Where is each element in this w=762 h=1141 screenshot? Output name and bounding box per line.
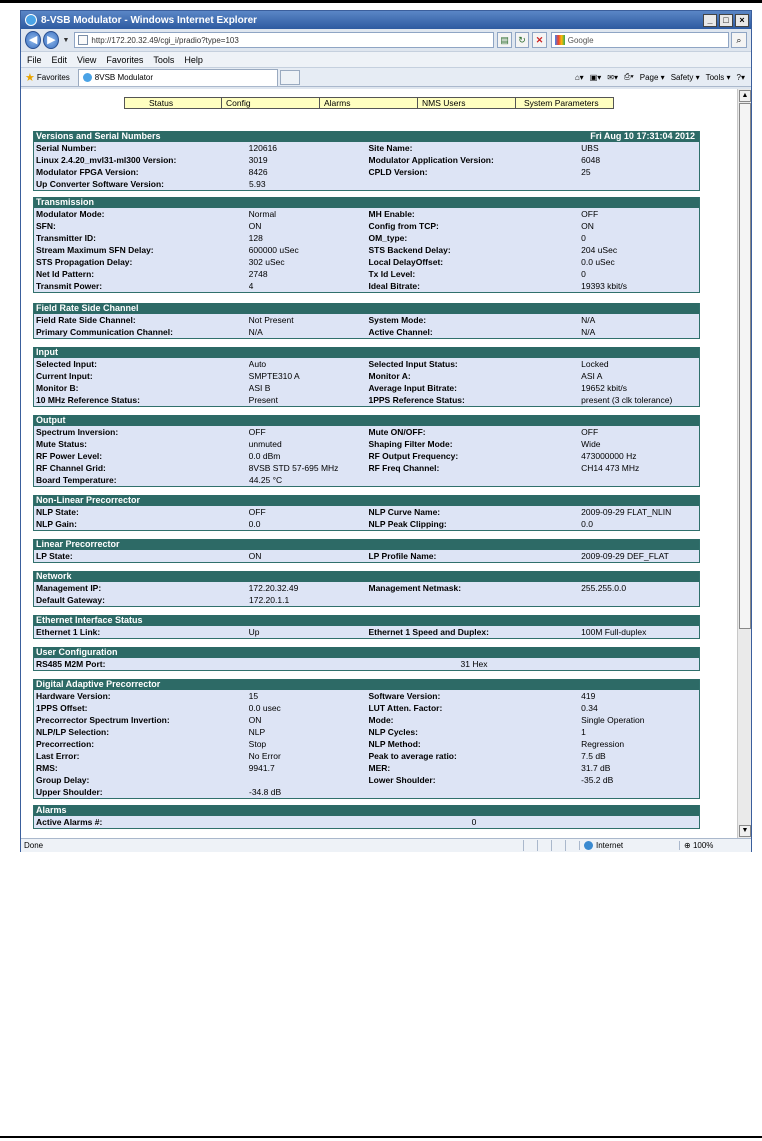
field-value: 100M Full-duplex [581,627,647,637]
table-row [34,506,699,518]
field-label: Local DelayOffset: [368,257,444,267]
field-value: N/A [248,327,263,337]
safety-menu[interactable]: Safety ▾ [670,72,700,82]
field-value: 2009-09-29 DEF_FLAT [581,551,669,561]
field-value: 2009-09-29 FLAT_NLIN [581,507,672,517]
menu-view[interactable]: View [77,54,97,65]
section-input [33,347,700,407]
table-row [34,382,699,394]
field-label: Mode: [368,715,394,725]
field-label: Site Name: [368,143,413,153]
section-header [34,615,699,626]
field-value: 0 [581,233,586,243]
field-label: LP Profile Name: [368,551,437,561]
section-title: Alarms [36,805,67,815]
mail-icon[interactable]: ✉▾ [607,72,618,82]
section-dap [33,679,700,799]
section-nlp [33,495,700,531]
field-value: ON [248,551,262,561]
scroll-thumb[interactable] [739,103,751,629]
status-divider [551,840,565,851]
table-row [34,426,699,438]
minimize-button[interactable]: _ [703,14,717,27]
table-row [34,166,699,178]
field-value: CH14 473 MHz [581,463,640,473]
field-label: NLP Method: [368,739,421,749]
field-label: Config from TCP: [368,221,439,231]
tools-menu[interactable]: Tools ▾ [705,72,731,82]
table-row [34,326,699,338]
table-row [34,518,699,530]
field-label: Spectrum Inversion: [36,427,119,437]
section-versions [33,131,700,191]
field-value: -35.2 dB [581,775,614,785]
favorites-star-icon[interactable]: ★ [25,71,35,84]
search-icon[interactable]: ⌕ [731,32,747,48]
field-value: 419 [581,691,596,701]
section-alarms [33,805,700,829]
section-title: Output [36,415,66,425]
field-label: RF Output Frequency: [368,451,459,461]
field-label: Up Converter Software Version: [36,179,165,189]
status-divider [523,840,537,851]
table-row [34,626,699,638]
page-content [21,89,737,838]
field-label: Default Gateway: [36,595,105,605]
field-label: RF Channel Grid: [36,463,106,473]
field-value: OFF [248,427,266,437]
stop-icon[interactable]: ✕ [532,32,546,48]
table-row [34,702,699,714]
field-value: Auto [248,359,267,369]
field-value: 2748 [248,269,268,279]
field-label: Modulator Mode: [36,209,105,219]
field-value: 0.0 [581,519,593,529]
field-label: Management Netmask: [368,583,462,593]
table-row [34,256,699,268]
section-title: Network [36,571,72,581]
field-value: Regression [581,739,625,749]
field-label: MER: [368,763,391,773]
field-value: 3019 [248,155,268,165]
status-bar [21,838,751,852]
table-row [34,208,699,220]
field-value: OFF [581,209,599,219]
table-row [34,370,699,382]
field-label: Active Alarms #: [36,817,103,827]
table-row [34,690,699,702]
field-value: 0.34 [581,703,598,713]
section-header [34,495,699,506]
page-menu[interactable]: Page ▾ [639,72,665,82]
menu-tools[interactable]: Tools [153,54,175,65]
nav-status[interactable]: Status [124,97,222,109]
field-label: Precorrector Spectrum Invertion: [36,715,170,725]
field-value: ON [581,221,594,231]
zoom-icon: ⊕ [684,841,691,850]
nav-nms-users[interactable]: NMS Users [418,97,516,109]
field-label: NLP/LP Selection: [36,727,110,737]
field-value: 473000000 Hz [581,451,637,461]
field-label: Tx Id Level: [368,269,416,279]
field-value: 31 Hex [460,659,488,669]
table-row [34,450,699,462]
section-header [34,415,699,426]
field-value: 44.25 °C [249,475,283,485]
field-value: -34.8 dB [249,787,282,797]
field-label: Serial Number: [36,143,97,153]
search-placeholder: Google [567,35,594,45]
field-label: Software Version: [368,691,441,701]
section-title: Non-Linear Precorrector [36,495,141,505]
tab-label: 8VSB Modulator [94,73,154,82]
history-dropdown-icon[interactable]: ▼ [62,36,70,44]
field-label: Transmitter ID: [36,233,96,243]
field-value: SMPTE310 A [248,371,300,381]
table-row [34,280,699,292]
table-row [34,268,699,280]
field-value: 6048 [581,155,601,165]
section-title: Ethernet Interface Status [36,615,143,625]
field-label: Current Input: [36,371,93,381]
close-window-button[interactable]: × [735,14,749,27]
field-label: MH Enable: [368,209,415,219]
field-label: RS485 M2M Port: [36,659,106,669]
field-value: Up [248,627,260,637]
table-row [34,394,699,406]
field-label: Management IP: [36,583,102,593]
scroll-up-icon[interactable]: ▲ [739,90,751,102]
tab-page-icon [83,73,92,82]
menu-edit[interactable]: Edit [51,54,68,65]
section-header [34,347,699,358]
table-row [34,726,699,738]
field-value: 0.0 [248,519,261,529]
section-lp [33,539,700,563]
field-label: NLP Gain: [36,519,77,529]
field-label: CPLD Version: [368,167,428,177]
table-row [34,220,699,232]
globe-icon [584,841,593,850]
favorites-label[interactable]: Favorites [36,72,70,82]
field-label: LP State: [36,551,73,561]
main-navigation [124,97,614,109]
nav-config[interactable]: Config [222,97,320,109]
url-text: http://172.20.32.49/cgi_i/pradio?type=103 [91,35,239,45]
field-value: 600000 uSec [248,245,299,255]
field-value: 8426 [248,167,268,177]
field-label: Precorrection: [36,739,95,749]
field-label: Average Input Bitrate: [368,383,457,393]
google-icon [555,35,565,45]
field-value: Normal [248,209,277,219]
field-value: unmuted [248,439,282,449]
page-icon [78,35,88,45]
table-row [34,762,699,774]
field-value: Not Present [248,315,294,325]
new-tab-button[interactable] [280,70,300,85]
section-header [34,571,699,582]
field-label: Transmit Power: [36,281,103,291]
current-datetime: Fri Aug 10 17:31:04 2012 [590,131,695,141]
field-label: SFN: [36,221,56,231]
nav-alarms[interactable]: Alarms [320,97,418,109]
field-value: 8VSB STD 57-695 MHz [248,463,339,473]
field-value: ON [248,221,262,231]
home-icon[interactable]: ⌂▾ [574,72,584,82]
field-value: Single Operation [581,715,645,725]
browser-tab[interactable] [78,69,278,86]
field-value [249,774,369,786]
field-value: 128 [248,233,263,243]
field-value: ASI A [581,371,603,381]
menu-favorites[interactable]: Favorites [106,54,144,65]
field-label: Monitor A: [368,371,411,381]
table-row [34,582,699,594]
field-label: STS Backend Delay: [368,245,451,255]
table-row [34,178,699,190]
field-label: Board Temperature: [36,475,117,485]
table-row [34,738,699,750]
field-value: NLP [248,727,266,737]
field-label: STS Propagation Delay: [36,257,133,267]
search-input[interactable] [551,32,729,48]
field-value: 31.7 dB [581,763,611,773]
field-label: Peak to average ratio: [368,751,457,761]
field-label: Monitor B: [36,383,79,393]
section-header [34,647,699,658]
field-value: 19393 kbit/s [581,281,627,291]
field-value: ASI B [248,383,271,393]
field-value: 25 [581,167,591,177]
field-label: 1PPS Offset: [36,703,88,713]
menu-file[interactable]: File [27,54,42,65]
table-row [34,142,699,154]
table-row [34,474,699,486]
table-row [34,314,699,326]
nav-system-parameters[interactable]: System Parameters [516,97,614,109]
field-value: 1 [581,727,586,737]
field-value: 0 [581,269,586,279]
table-row [34,550,699,562]
table-row [34,438,699,450]
command-bar [575,72,751,82]
status-text: Done [24,841,44,850]
field-label: Field Rate Side Channel: [36,315,136,325]
page-bottom-rule [0,1136,762,1138]
section-ethernet [33,615,700,639]
menu-bar [21,51,751,67]
field-value: 9941.7 [248,763,275,773]
print-icon[interactable]: ⎙▾ [624,72,634,81]
section-title: Versions and Serial Numbers [36,131,161,141]
table-row [34,244,699,256]
back-button[interactable]: ◀ [25,31,41,49]
menu-help[interactable]: Help [184,54,203,65]
field-label: 1PPS Reference Status: [368,395,465,405]
field-value: OFF [248,507,266,517]
section-field-rate [33,303,700,339]
field-value: 4 [248,281,254,291]
field-label: Linux 2.4.20_mvl31-ml300 Version: [36,155,177,165]
field-label: Selected Input Status: [368,359,458,369]
field-value: 120616 [248,143,278,153]
field-label: NLP Cycles: [368,727,418,737]
field-label: OM_type: [368,233,408,243]
field-label: 10 MHz Reference Status: [36,395,140,405]
address-bar [21,29,751,51]
field-label: Shaping Filter Mode: [368,439,453,449]
vertical-scrollbar[interactable] [737,89,751,838]
field-label: RF Freq Channel: [368,463,440,473]
section-title: Field Rate Side Channel [36,303,139,313]
field-value: ON [248,715,262,725]
ie-logo-icon [25,14,37,26]
section-title: Input [36,347,58,357]
zoom-control[interactable] [679,841,751,850]
zoom-level: 100% [692,841,714,850]
field-value: OFF [581,427,599,437]
window-title: 8-VSB Modulator - Windows Internet Explorer [41,14,258,26]
status-divider [537,840,551,851]
field-label: Lower Shoulder: [368,775,436,785]
field-label: Net Id Pattern: [36,269,95,279]
field-value: No Error [248,751,281,761]
field-label: Stream Maximum SFN Delay: [36,245,154,255]
url-input[interactable] [74,32,494,48]
field-label: Ethernet 1 Link: [36,627,101,637]
feeds-icon[interactable]: ▣▾ [589,72,602,82]
table-row [34,786,699,798]
field-value: 7.5 dB [581,751,606,761]
field-value: 0 [471,817,477,827]
field-label: NLP Curve Name: [368,507,441,517]
field-label: Primary Communication Channel: [36,327,173,337]
scroll-down-icon[interactable]: ▼ [739,825,751,837]
field-value: 204 uSec [581,245,618,255]
section-output [33,415,700,487]
field-value: 302 uSec [248,257,285,267]
zone-label: Internet [596,841,624,850]
field-label: Mute Status: [36,439,87,449]
field-label: Active Channel: [368,327,433,337]
field-value: N/A [581,315,596,325]
field-label: Upper Shoulder: [36,787,103,797]
field-label: RMS: [36,763,58,773]
field-label: Ethernet 1 Speed and Duplex: [368,627,489,637]
section-title: Digital Adaptive Precorrector [36,679,161,689]
section-header [34,679,699,690]
table-row [34,154,699,166]
title-bar [21,11,751,29]
field-label: NLP Peak Clipping: [368,519,447,529]
table-row [34,774,699,786]
field-value: 5.93 [249,179,266,189]
field-label: LUT Atten. Factor: [368,703,443,713]
field-value: Wide [581,439,601,449]
section-header [34,197,699,208]
field-value: Locked [581,359,609,369]
table-row [34,816,699,828]
security-zone[interactable] [579,841,679,850]
field-label: Hardware Version: [36,691,111,701]
field-value: Present [248,395,278,405]
section-header [34,131,699,142]
maximize-button[interactable]: □ [719,14,733,27]
field-label: Ideal Bitrate: [368,281,420,291]
field-label: Modulator FPGA Version: [36,167,139,177]
section-header [34,539,699,550]
field-label: Selected Input: [36,359,97,369]
field-value: 19652 kbit/s [581,383,627,393]
field-label: RF Power Level: [36,451,103,461]
favorites-bar [21,67,751,87]
field-value: Stop [248,739,267,749]
table-row [34,658,699,670]
status-divider [565,840,579,851]
table-row [34,232,699,244]
compat-view-icon[interactable]: ▤ [497,32,511,48]
section-user-config [33,647,700,671]
field-value: N/A [581,327,596,337]
section-title: User Configuration [36,647,118,657]
table-row [34,358,699,370]
forward-button[interactable]: ▶ [43,31,59,49]
table-row [34,750,699,762]
field-value: 172.20.1.1 [249,595,290,605]
section-transmission [33,197,700,293]
table-row [34,594,699,606]
field-value: 172.20.32.49 [248,583,299,593]
field-value: present (3 clk tolerance) [581,395,673,405]
section-header [34,805,699,816]
field-value: 0.0 usec [248,703,281,713]
section-network [33,571,700,607]
field-label: Mute ON/OFF: [368,427,426,437]
field-value: 15 [248,691,259,701]
field-value: 0.0 uSec [581,257,615,267]
field-label: Group Delay: [36,775,90,785]
section-header [34,303,699,314]
table-row [34,462,699,474]
table-row [34,714,699,726]
refresh-icon[interactable]: ↻ [515,32,529,48]
field-value: 255.255.0.0 [581,583,627,593]
section-title: Transmission [36,197,95,207]
browser-window [20,10,752,852]
field-value: UBS [581,143,599,153]
field-label: Modulator Application Version: [368,155,494,165]
field-label: NLP State: [36,507,79,517]
section-title: Linear Precorrector [36,539,120,549]
help-icon[interactable]: ?▾ [736,72,745,82]
field-label: Last Error: [36,751,80,761]
page-top-rule [0,0,762,3]
field-label: System Mode: [368,315,427,325]
field-value: 0.0 dBm [248,451,281,461]
